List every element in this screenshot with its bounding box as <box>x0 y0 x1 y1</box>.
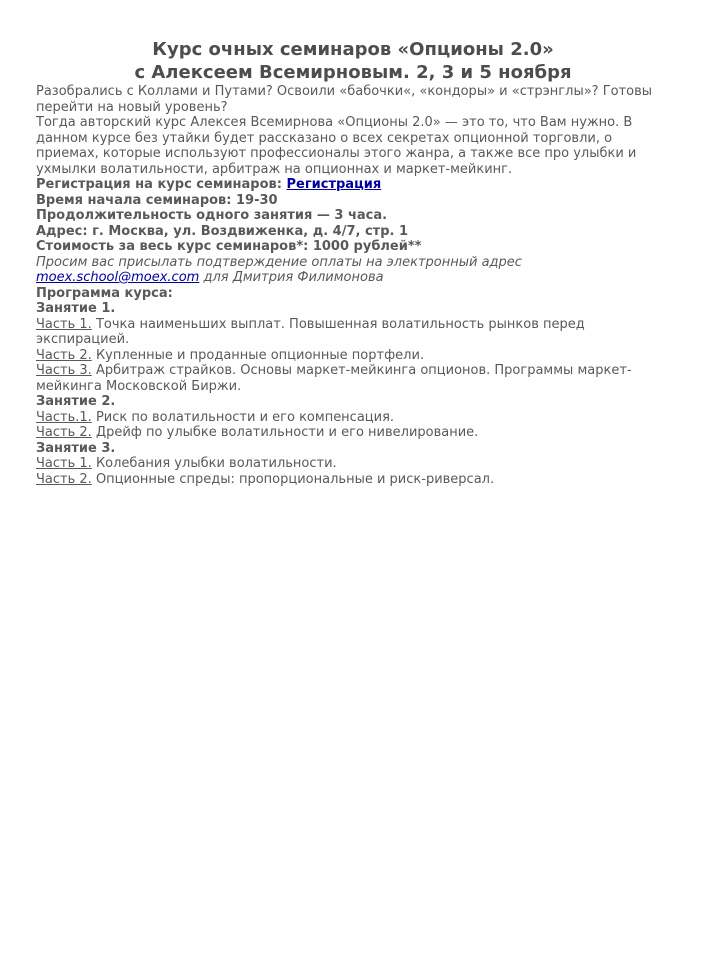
lesson-1-part-2 <box>36 348 670 364</box>
intro-paragraph-2: Тогда авторский курс Алексея Всемирнова «Опционы 2.0» — это то, что Вам нужно. В данном курсе без утайки будет рассказано о всех секретах опционной торговли, о приемах, которые используют профессионалы этого жанра, а также все про улыбки и ухмылки волатильности, арбитраж на опционнах и маркет-мейкинг. <box>36 115 637 177</box>
part-label: Часть.1. <box>36 409 92 425</box>
part-text: Дрейф по улыбке волатильности и его нивелирование. <box>95 425 479 440</box>
lesson-1-part-1 <box>36 317 670 348</box>
part-text: Риск по волатильности и его компенсация. <box>95 409 395 425</box>
part-text: Купленные и проданные опционные портфели. <box>95 347 425 363</box>
payment-note-text-before: Просим вас присылать подтверждение оплаты на электронный адрес <box>36 254 522 270</box>
lesson-1-title: Занятие 1. <box>36 301 116 316</box>
registration-line <box>36 177 670 193</box>
part-label: Часть 2. <box>36 425 92 440</box>
lesson-2-part-2 <box>36 425 670 441</box>
part-label: Часть 1. <box>36 456 92 471</box>
detail-start-time: Время начала семинаров: 19-30 <box>36 192 278 208</box>
detail-duration: Продолжительность одного занятия — 3 часа. <box>36 208 388 223</box>
lesson-1-part-3 <box>36 363 670 394</box>
page-title-line1: Курс очных семинаров «Опционы 2.0» <box>152 39 554 60</box>
registration-link[interactable]: Регистрация <box>286 177 382 192</box>
part-label: Часть 1. <box>36 316 92 332</box>
lesson-2-title: Занятие 2. <box>36 394 116 409</box>
lesson-3-part-1 <box>36 456 670 472</box>
page-title <box>36 38 670 84</box>
part-text: Колебания улыбки волатильности. <box>95 456 337 471</box>
intro-paragraph-1: Разобрались с Коллами и Путами? Освоили «бабочки«, «кондоры» и «стрэнглы»? Готовы перейти на новый уровень? <box>36 84 653 115</box>
program-heading: Программа курса: <box>36 285 173 301</box>
payment-note-text-after: для Дмитрия Филимонова <box>203 270 384 285</box>
part-label: Часть 2. <box>36 347 92 363</box>
part-text: Точка наименьших выплат. Повышенная волатильность рынков перед экспирацией. <box>36 316 585 347</box>
lesson-3-title: Занятие 3. <box>36 440 116 456</box>
part-label: Часть 2. <box>36 471 92 487</box>
payment-note <box>36 255 670 286</box>
lesson-3-part-2 <box>36 472 670 488</box>
registration-label: Регистрация на курс семинаров: <box>36 177 282 192</box>
part-text: Арбитраж страйков. Основы маркет-мейкинга опционов. Программы маркет-мейкинга Московской Биржи. <box>36 363 632 394</box>
part-text: Опционные спреды: пропорциональные и риск-риверсал. <box>95 471 495 487</box>
part-label: Часть 3. <box>36 363 92 378</box>
page-title-line2: с Алексеем Всемирновым. 2, 3 и 5 ноября <box>134 62 572 83</box>
detail-price: Стоимость за весь курс семинаров*: 1000 рублей** <box>36 239 422 254</box>
payment-email-link[interactable]: moex.school@moex.com <box>36 270 200 285</box>
detail-address: Адрес: г. Москва, ул. Воздвиженка, д. 4/7, стр. 1 <box>36 223 409 239</box>
lesson-2-part-1 <box>36 410 670 426</box>
